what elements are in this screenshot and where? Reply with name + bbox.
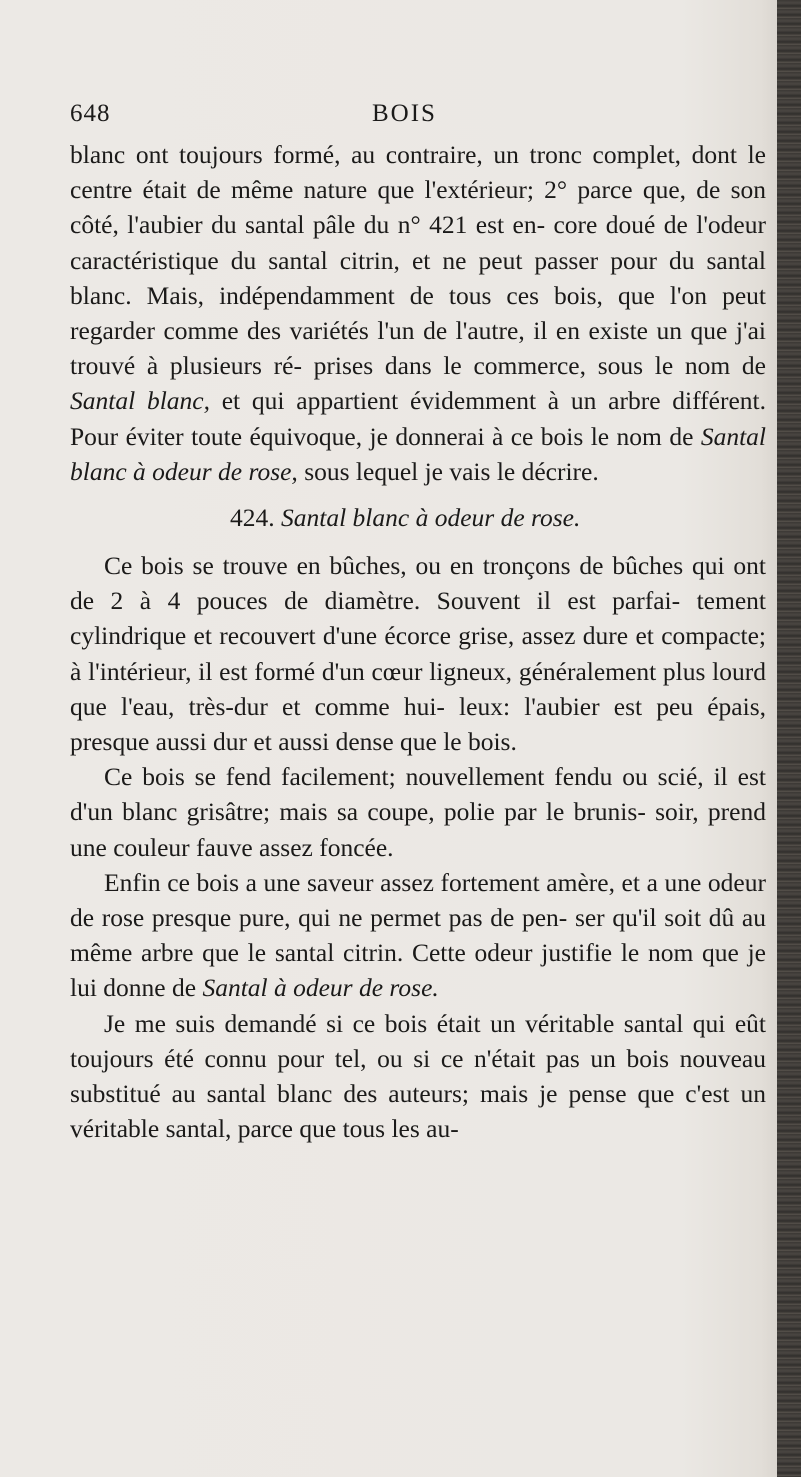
section-title: Santal blanc à odeur de rose. xyxy=(281,503,581,533)
paragraph-1-text: blanc ont toujours formé, au contraire, un tronc complet, dont le centre était de même nature que l'extérieur; 2° parce que, de son côté, l'aubier du santal pâle du n° 421 est en- core doué de l'odeur caractéristique du santal citrin, et ne peut passer pour du santal blanc. Mais, indépendamment de tous ces bois, que l'on peut regarder comme des variétés l'un de l'autre, il en existe un que j'ai trouvé à plusieurs ré- prises dans le commerce, sous le nom de xyxy=(70,140,766,381)
page-number: 648 xyxy=(70,100,111,127)
paragraph-5: Je me suis demandé si ce bois était un véritable santal qui eût toujours été connu pour tel, ou si ce n'était pas un bois nouveau substitué au santal blanc des auteurs; mais je pense que c'est un véritable santal, parce que tous les au- xyxy=(70,1008,766,1144)
running-head: BOIS xyxy=(372,100,437,127)
page-header xyxy=(0,100,801,140)
paragraph-4-text: Enfin ce bois a une saveur assez fortement amère, et a une odeur de rose presque pure, qui ne permet pas de pen- ser qu'il soit dû au même arbre que le santal citrin. Cette odeur justifie le nom que je lui donne de xyxy=(70,867,766,1003)
italic-santal-blanc: Santal blanc, xyxy=(70,386,210,416)
section-number: 424. xyxy=(230,503,275,533)
paragraph-4 xyxy=(70,865,766,1006)
italic-santal-rose: Santal à odeur de rose. xyxy=(202,973,439,1003)
section-heading xyxy=(70,500,766,536)
page-edge-shadow xyxy=(777,0,801,1477)
paragraph-1-middle: et qui appartient évidemment à un arbre différent. Pour éviter toute équivoque, je donnerai à ce bois le nom de xyxy=(70,386,766,451)
italic-santal-blanc-rose: Santal blanc à odeur de rose, xyxy=(70,421,766,486)
text-body xyxy=(70,137,766,1146)
paragraph-3: Ce bois se fend facilement; nouvellement fendu ou scié, il est d'un blanc grisâtre; mais sa coupe, polie par le brunis- soir, prend une couleur fauve assez foncée. xyxy=(70,762,766,862)
paragraph-2: Ce bois se trouve en bûches, ou en tronçons de bûches qui ont de 2 à 4 pouces de diamètre. Souvent il est parfai- tement cylindrique et recouvert d'une écorce grise, assez dure et compacte; à l'intérieur, il est formé d'un cœur ligneux, généralement plus lourd que l'eau, très-dur et comme hui- leux: l'aubier est peu épais, presque aussi dur et aussi dense que le bois. xyxy=(70,551,766,757)
paragraph-1 xyxy=(70,137,766,489)
paragraph-1-end: sous lequel je vais le décrire. xyxy=(297,456,599,486)
